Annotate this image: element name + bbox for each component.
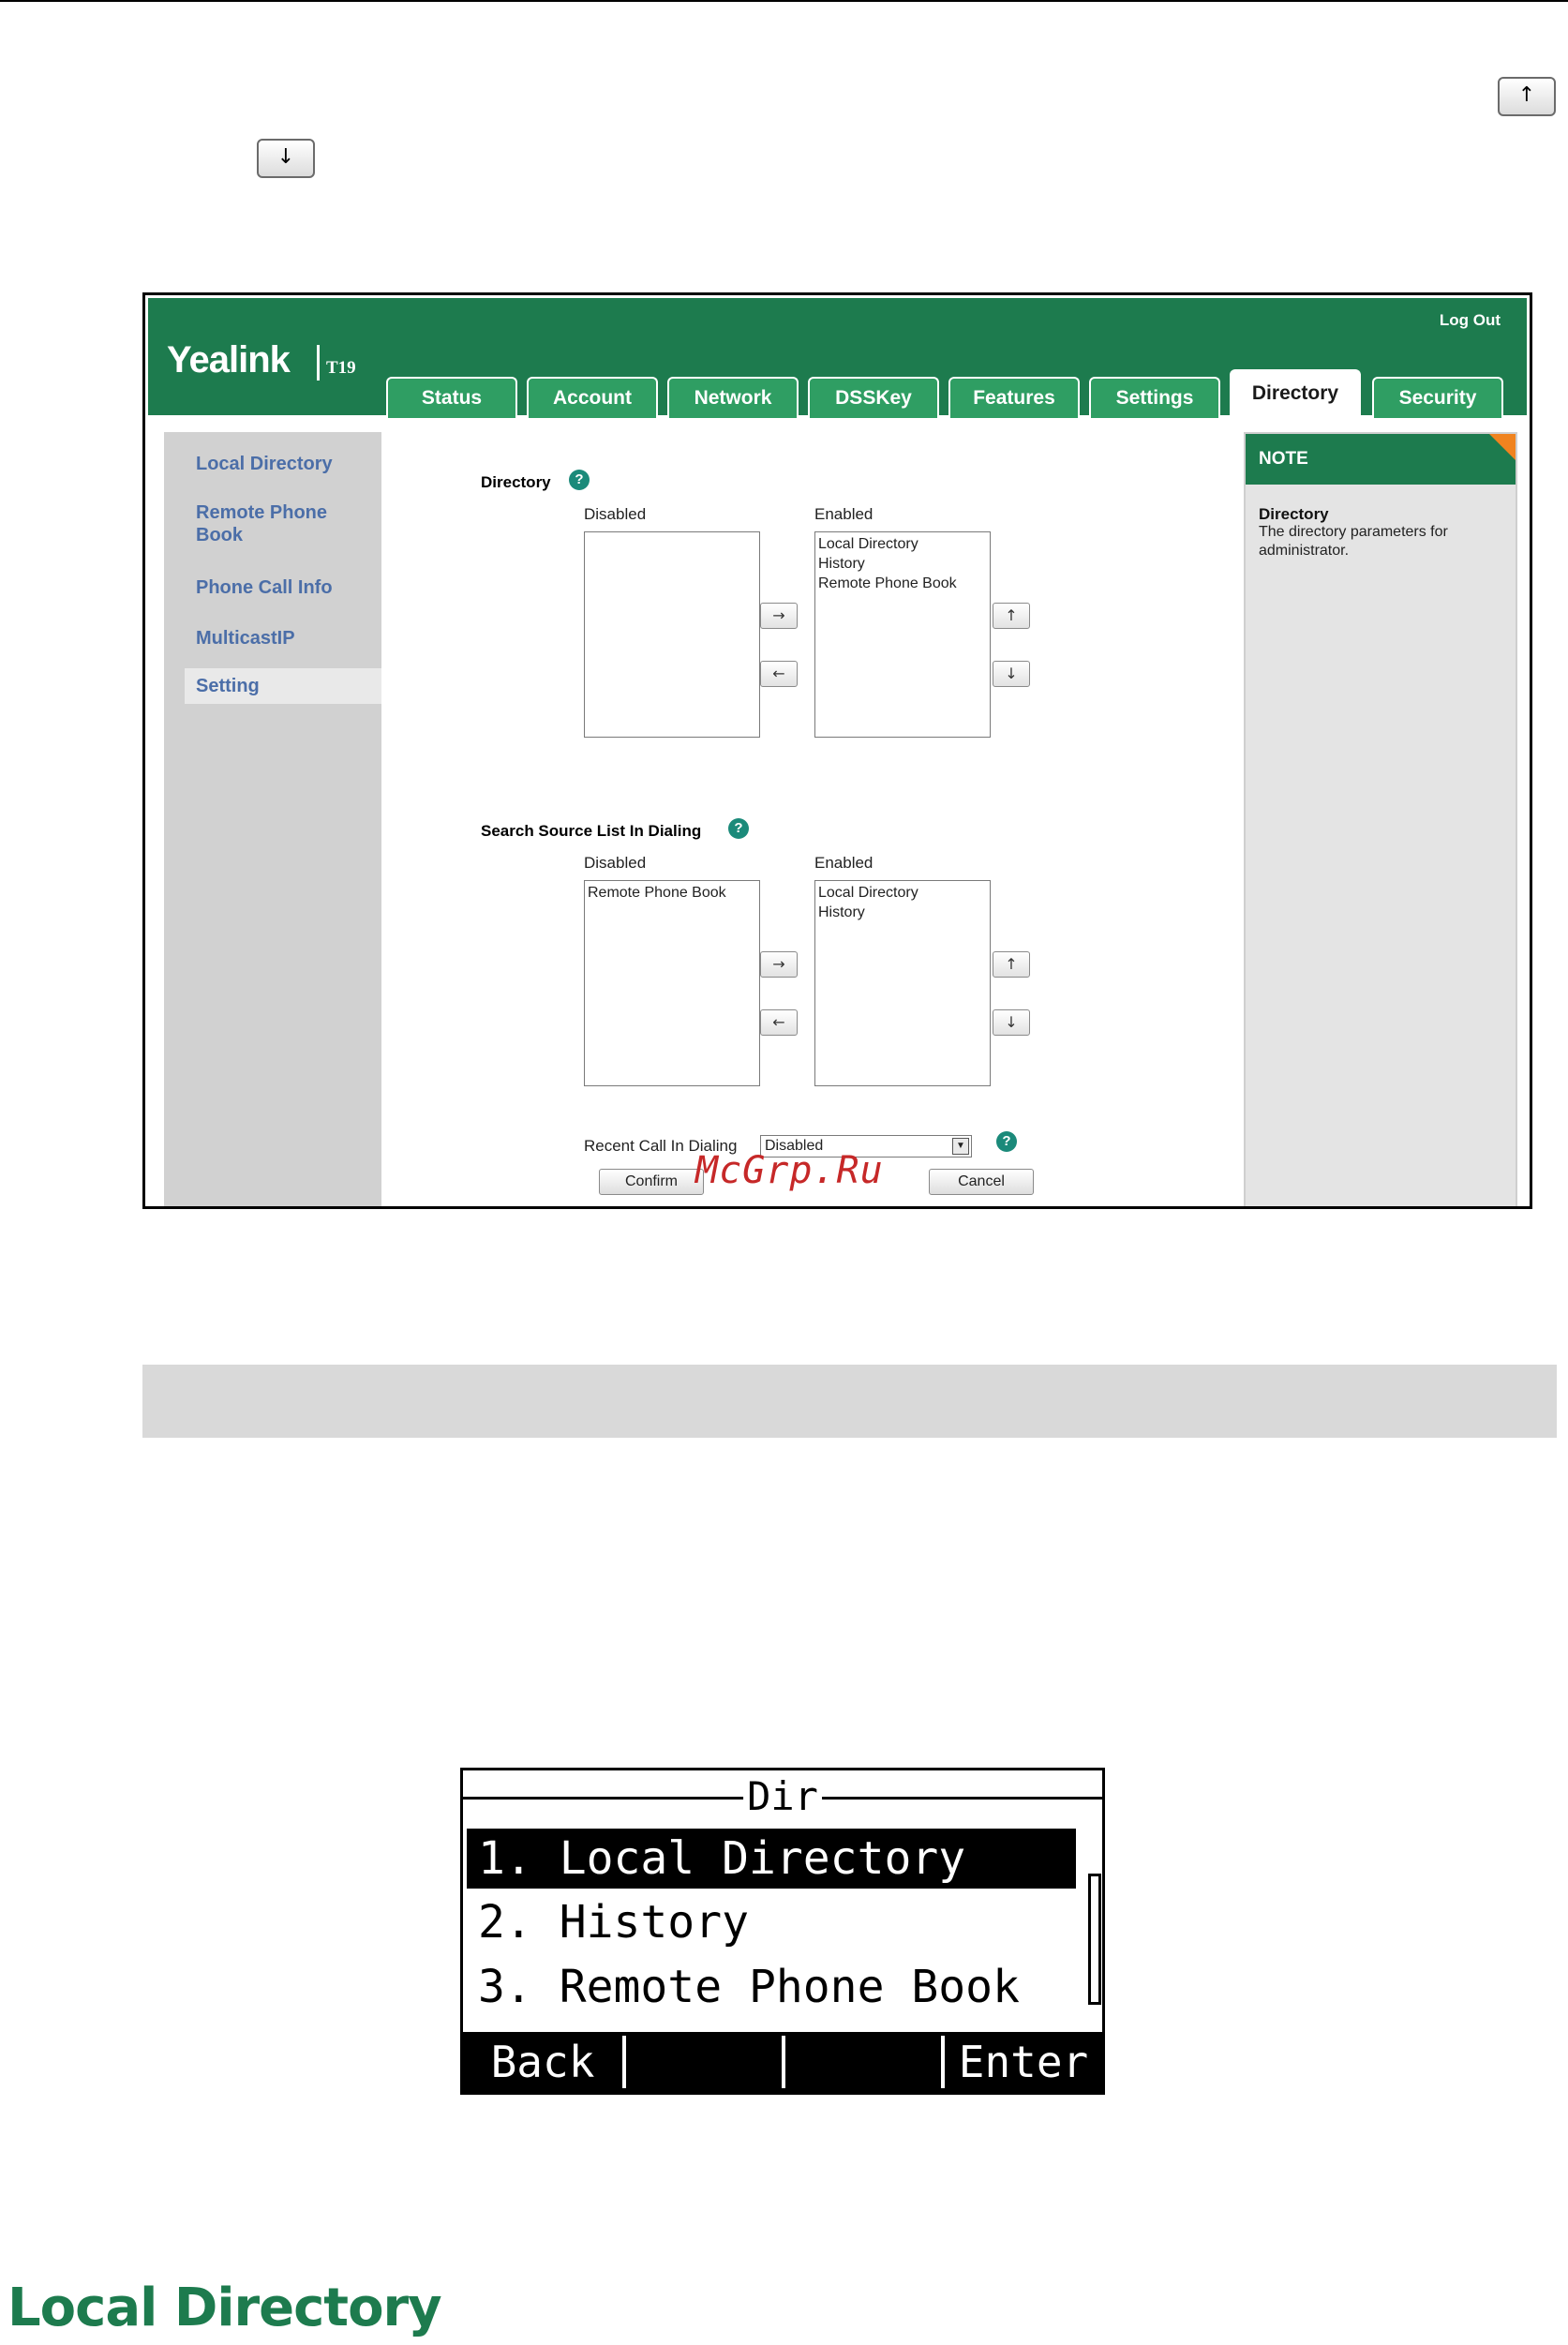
softkey-back[interactable]: Back: [490, 2037, 595, 2087]
logo-divider: [317, 345, 320, 381]
tab-features[interactable]: Features: [948, 377, 1080, 418]
lcd-title: Dir: [743, 1772, 822, 1821]
directory-disabled-label: Disabled: [584, 505, 647, 523]
list-item[interactable]: Local Directory: [818, 536, 918, 552]
tab-settings[interactable]: Settings: [1089, 377, 1220, 418]
sidebar-item-local-directory[interactable]: Local Directory: [196, 454, 333, 474]
list-item[interactable]: History: [818, 904, 865, 920]
directory-section-title: Directory: [481, 473, 551, 491]
settings-content: [381, 432, 1375, 1209]
tab-account[interactable]: Account: [527, 377, 658, 418]
sidebar-item-multicastip[interactable]: MulticastIP: [196, 628, 295, 649]
lcd-softkey-bar: [463, 2032, 1102, 2092]
list-item[interactable]: Remote Phone Book: [588, 885, 726, 901]
top-rule: [0, 0, 1568, 2]
directory-move-right-button[interactable]: →: [760, 603, 798, 629]
recent-call-value: Disabled: [765, 1138, 824, 1154]
sidebar: [164, 432, 381, 1209]
search-enabled-list[interactable]: [814, 880, 991, 1086]
gray-band: [142, 1365, 1557, 1438]
web-ui-screenshot: [142, 292, 1532, 1209]
sidebar-item-phone-call-info[interactable]: Phone Call Info: [196, 577, 333, 598]
search-source-help-icon[interactable]: ?: [728, 818, 749, 839]
search-move-left-button[interactable]: ←: [760, 1009, 798, 1036]
softkey-empty-3[interactable]: [785, 2032, 941, 2092]
search-disabled-list[interactable]: [584, 880, 760, 1086]
tab-network[interactable]: Network: [667, 377, 799, 418]
note-corner-icon: [1489, 434, 1516, 460]
chevron-down-icon[interactable]: ▼: [952, 1138, 969, 1155]
phone-lcd-screen: [460, 1768, 1105, 2095]
directory-move-down-button[interactable]: ↓: [993, 661, 1030, 687]
search-disabled-label: Disabled: [584, 854, 647, 872]
up-arrow-key-icon: ↑: [1498, 77, 1556, 116]
directory-help-icon[interactable]: ?: [569, 470, 590, 490]
yealink-logo: Yealink: [167, 339, 290, 381]
list-item[interactable]: Local Directory: [818, 885, 918, 901]
confirm-button[interactable]: Confirm: [599, 1169, 704, 1195]
section-heading: Local Directory: [7, 2278, 441, 2338]
tab-status[interactable]: Status: [386, 377, 517, 418]
tab-dsskey[interactable]: DSSKey: [808, 377, 939, 418]
search-move-up-button[interactable]: ↑: [993, 951, 1030, 978]
note-header: NOTE: [1246, 434, 1516, 485]
note-panel: [1244, 432, 1517, 1209]
list-item[interactable]: History: [818, 556, 865, 572]
directory-move-left-button[interactable]: ←: [760, 661, 798, 687]
phone-model: T19: [326, 358, 356, 378]
watermark: McGrp.Ru: [695, 1149, 884, 1192]
note-text: The directory parameters for administrator.: [1259, 524, 1448, 559]
softkey-enter[interactable]: Enter: [958, 2037, 1089, 2087]
cancel-button[interactable]: Cancel: [929, 1169, 1034, 1195]
search-source-section-title: Search Source List In Dialing: [481, 822, 702, 840]
lcd-scrollbar: [1088, 1874, 1101, 2005]
recent-call-label: Recent Call In Dialing: [584, 1137, 738, 1155]
list-item[interactable]: Remote Phone Book: [818, 575, 957, 591]
directory-enabled-list[interactable]: [814, 531, 991, 738]
sidebar-item-setting[interactable]: Setting: [185, 668, 391, 704]
directory-move-up-button[interactable]: ↑: [993, 603, 1030, 629]
web-header: [148, 298, 1527, 415]
recent-call-help-icon[interactable]: ?: [996, 1131, 1017, 1152]
search-move-down-button[interactable]: ↓: [993, 1009, 1030, 1036]
note-title: Directory: [1259, 505, 1329, 523]
sidebar-item-remote-phone-book[interactable]: [196, 501, 327, 546]
search-move-right-button[interactable]: →: [760, 951, 798, 978]
softkey-empty-2[interactable]: [626, 2032, 782, 2092]
sidebar-item-remote-phone-book-label: Remote Phone Book: [196, 502, 328, 545]
logout-link[interactable]: Log Out: [1439, 311, 1501, 329]
down-arrow-key-icon: ↓: [257, 139, 315, 178]
search-enabled-label: Enabled: [814, 854, 874, 872]
directory-disabled-list[interactable]: [584, 531, 760, 738]
lcd-menu-item-remote-phone-book[interactable]: 3. Remote Phone Book: [478, 1961, 1020, 2013]
lcd-menu-item-local-directory[interactable]: 1. Local Directory: [467, 1829, 1076, 1889]
tab-security[interactable]: Security: [1372, 377, 1503, 418]
lcd-menu-item-history[interactable]: 2. History: [478, 1896, 749, 1949]
tab-directory[interactable]: Directory: [1230, 369, 1361, 418]
directory-enabled-label: Enabled: [814, 505, 874, 523]
